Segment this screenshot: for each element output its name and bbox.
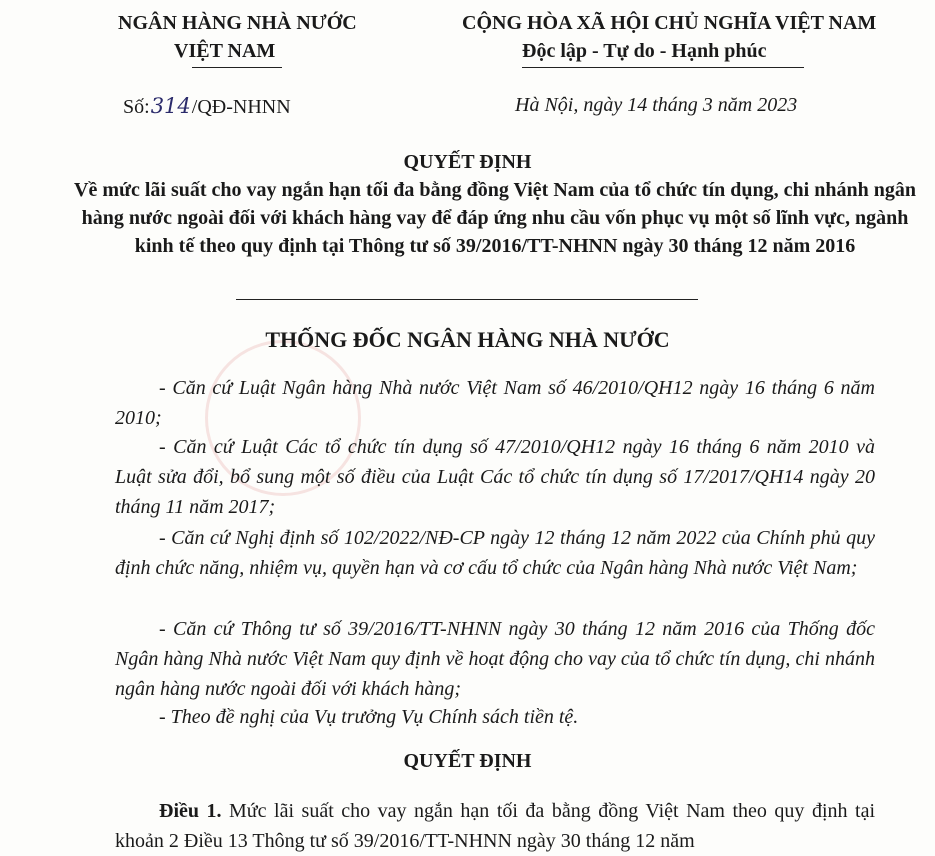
document-subject: Về mức lãi suất cho vay ngắn hạn tối đa bằng đồng Việt Nam của tổ chức tín dụng, chi nhánh ngân hàng nước ngoài đối với khách hàng vay để đáp ứng nhu cầu vốn phục vụ một số lĩnh vực, ngành kinh tế theo quy định tại Thông tư số 39/2016/TT-NHNN ngày 30 tháng 12 năm 2016 — [74, 179, 916, 257]
document-number — [123, 94, 291, 119]
preamble-item: - Căn cứ Thông tư số 39/2016/TT-NHNN ngày 30 tháng 12 năm 2016 của Thống đốc Ngân hàng Nhà nước Việt Nam quy định về hoạt động cho vay của tổ chức tín dụng, chi nhánh ngân hàng nước ngoài đối với khách hàng; — [115, 618, 875, 700]
issuing-agency-line2: VIỆT NAM — [174, 40, 276, 62]
article-1-text: Mức lãi suất cho vay ngắn hạn tối đa bằng đồng Việt Nam theo quy định tại khoản 2 Điều 13 Thông tư số 39/2016/TT-NHNN ngày 30 tháng 12 năm — [115, 800, 876, 852]
document-number-handwritten: 314 — [150, 94, 191, 118]
document-title: QUYẾT ĐỊNH — [403, 151, 532, 173]
issuing-agency-line1: NGÂN HÀNG NHÀ NƯỚC — [118, 12, 357, 34]
agency-underline — [192, 67, 282, 68]
preamble-item: - Căn cứ Nghị định số 102/2022/NĐ-CP ngày 12 tháng 12 năm 2022 của Chính phủ quy định chức năng, nhiệm vụ, quyền hạn và cơ cấu tổ chức của Ngân hàng Nhà nước Việt Nam; — [115, 527, 875, 579]
decision-heading: QUYẾT ĐỊNH — [403, 750, 532, 772]
issuing-authority: THỐNG ĐỐC NGÂN HÀNG NHÀ NƯỚC — [265, 327, 670, 352]
preamble-item: - Căn cứ Luật Các tổ chức tín dụng số 47/2010/QH12 ngày 16 tháng 6 năm 2010 và Luật sửa đổi, bổ sung một số điều của Luật Các tổ chức tín dụng số 17/2017/QH14 ngày 20 tháng 11 năm 2017; — [115, 436, 875, 518]
preamble-item: - Theo đề nghị của Vụ trưởng Vụ Chính sách tiền tệ. — [159, 706, 579, 728]
preamble-item: - Căn cứ Luật Ngân hàng Nhà nước Việt Nam số 46/2010/QH12 ngày 16 tháng 6 năm 2010; — [115, 377, 875, 429]
article-1 — [115, 796, 875, 856]
place-and-date: Hà Nội, ngày 14 tháng 3 năm 2023 — [515, 94, 798, 116]
document-number-suffix: /QĐ-NHNN — [191, 96, 291, 118]
article-1-label: Điều 1. — [159, 800, 222, 822]
motto-underline — [522, 67, 804, 68]
national-motto: Độc lập - Tự do - Hạnh phúc — [522, 40, 767, 62]
document-number-prefix: Số: — [123, 96, 150, 118]
national-title: CỘNG HÒA XÃ HỘI CHỦ NGHĨA VIỆT NAM — [462, 12, 877, 34]
subject-underline — [236, 299, 698, 300]
